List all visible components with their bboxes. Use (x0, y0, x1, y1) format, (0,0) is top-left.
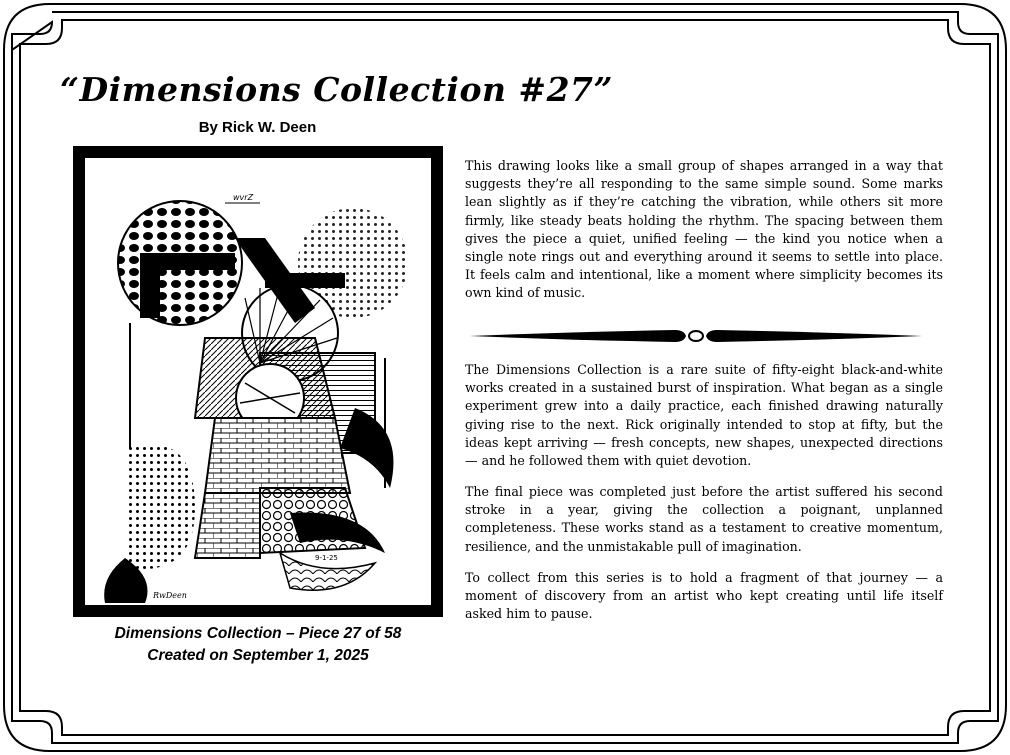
collection-paragraph: The Dimensions Collection is a rare suite of fifty-eight black-and-white works created in a sustained burst of inspiration. What began as a single experiment grew into a daily practice, each finished drawing naturally giving rise to the next. Rick originally intended to stop at fifty, but the ideas kept arriving — fresh concepts, new shapes, unexpected directions — and he followed them with quiet devotion. (465, 362, 943, 469)
artwork-signature: RwDeen (153, 591, 187, 600)
description-paragraph: This drawing looks like a small group of shapes arranged in a way that suggests they’re all responding to the same simple sound. Some marks lean slightly as if they’re catching the vibration, while others sit more firmly, like steady beats holding the rhythm. The spacing between them gives the piece a quiet, unified feeling — the kind you notice when a single note rings out and everything around it seems to settle into place. It feels calm and intentional, like a moment where simplicity becomes its own kind of music. (465, 158, 943, 301)
ornamental-divider (470, 326, 922, 346)
collector-paragraph: To collect from this series is to hold a fragment of that journey — a moment of discovery from an artist who kept creating until life itself asked him to pause. (465, 570, 943, 622)
final-piece-paragraph: The final piece was completed just before the artist suffered his second stroke in a year, giving the collection a poignant, unplanned completeness. These works stand as a testament to creative momentum, resilience, and the unmistakable pull of imagination. (465, 484, 943, 554)
artwork-frame (73, 146, 443, 617)
caption-creation-date: Created on September 1, 2025 (147, 647, 369, 664)
artwork-caption (70, 623, 446, 667)
artwork-date-mark: 9-1-25 (315, 554, 338, 562)
page-title: “Dimensions Collection #27” (60, 70, 613, 109)
artist-byline: By Rick W. Deen (198, 119, 317, 136)
abstract-drawing (85, 158, 431, 605)
artwork-image (85, 158, 431, 605)
svg-text:wvrZ: wvrZ (233, 193, 254, 202)
caption-piece-number: Dimensions Collection – Piece 27 of 58 (114, 625, 402, 642)
